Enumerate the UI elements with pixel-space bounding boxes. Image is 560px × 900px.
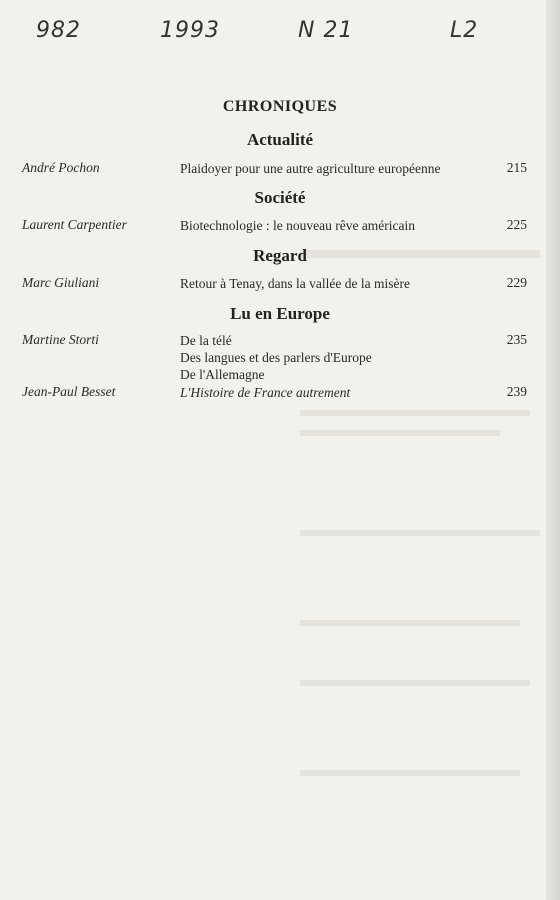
page-title: CHRONIQUES [222, 98, 338, 115]
entry-page-number: 239 [506, 384, 527, 399]
bleed-through [300, 770, 520, 776]
bleed-through [300, 620, 520, 626]
entry-page-number: 225 [506, 217, 527, 232]
entry-title: Biotechnologie : le nouveau rêve américain [180, 218, 416, 233]
entry-title: Plaidoyer pour une autre agriculture européenne [180, 161, 441, 176]
section-title: Actualité [246, 130, 314, 149]
bleed-through [300, 680, 530, 686]
entry-author: Martine Storti [22, 332, 99, 347]
entry-titles [180, 332, 372, 383]
entry-author: Laurent Carpentier [22, 217, 127, 232]
bleed-through [300, 530, 540, 536]
entry-titles [180, 384, 350, 401]
entry-title: De l'Allemagne [180, 367, 265, 382]
entry-titles [180, 217, 415, 234]
entry-author: Jean-Paul Besset [22, 384, 116, 399]
entry-author: André Pochon [22, 160, 100, 175]
handwritten-year: 1993 [160, 18, 220, 43]
entry-title: L'Histoire de France autrement [180, 385, 351, 400]
section-title: Société [254, 188, 306, 207]
handwritten-number: 982 [36, 18, 81, 43]
entry-titles [180, 160, 441, 177]
handwritten-mark: L2 [450, 18, 479, 43]
bleed-through [300, 430, 500, 436]
bleed-through [300, 410, 530, 416]
entry-title: Des langues et des parlers d'Europe [180, 350, 372, 365]
entry-titles [180, 275, 410, 292]
section-title: Lu en Europe [230, 304, 330, 323]
section-title: Regard [253, 246, 307, 265]
entry-title: De la télé [180, 333, 232, 348]
entry-page-number: 215 [506, 160, 527, 175]
handwritten-issue: N 21 [298, 18, 354, 43]
entry-author: Marc Giuliani [22, 275, 100, 290]
entry-page-number: 235 [506, 332, 527, 347]
entry-page-number: 229 [506, 275, 527, 290]
entry-title: Retour à Tenay, dans la vallée de la misère [180, 276, 410, 291]
